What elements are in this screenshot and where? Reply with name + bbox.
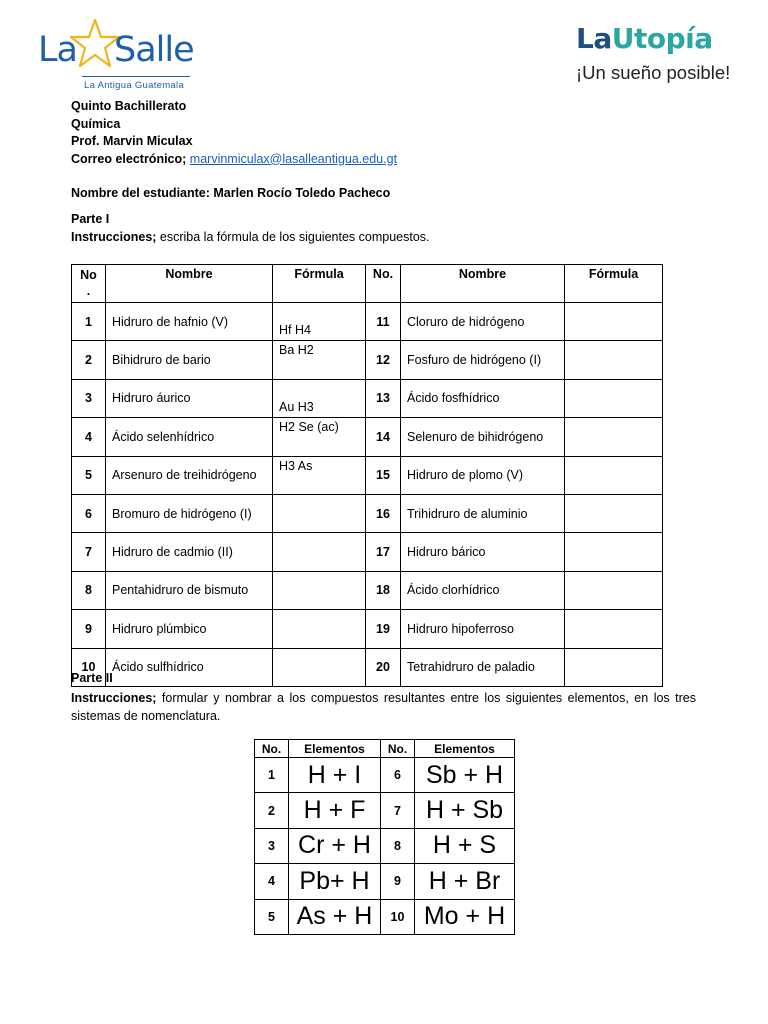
- table-row: [255, 864, 515, 899]
- row-number: 15: [366, 456, 401, 494]
- compound-name: Bihidruro de bario: [106, 341, 273, 379]
- row-number: 16: [366, 494, 401, 532]
- col-header-no-2: No.: [366, 265, 401, 303]
- lasalle-logo-rule: [82, 76, 190, 77]
- row-number: 1: [255, 758, 289, 793]
- element-pair: Cr + H: [289, 828, 381, 863]
- col-header-nombre-2: Nombre: [401, 265, 565, 303]
- formula-answer[interactable]: Ba H2: [273, 341, 366, 379]
- compound-name: Ácido fosfhídrico: [401, 379, 565, 417]
- row-number: 11: [366, 303, 401, 341]
- compound-name: Trihidruro de aluminio: [401, 494, 565, 532]
- formula-answer[interactable]: [565, 303, 663, 341]
- la-utopia-utopia: Utopía: [611, 22, 713, 55]
- compound-name: Pentahidruro de bismuto: [106, 571, 273, 609]
- element-pair: H + Br: [415, 864, 515, 899]
- compound-name: Hidruro bárico: [401, 533, 565, 571]
- col-header-elementos-2: Elementos: [415, 740, 515, 758]
- lasalle-logo-la: La: [38, 30, 77, 70]
- col-header-formula: Fórmula: [273, 265, 366, 303]
- formula-table: [71, 264, 663, 687]
- row-number: 3: [72, 379, 106, 417]
- compound-name: Ácido sulfhídrico: [106, 648, 273, 686]
- element-pair: As + H: [289, 899, 381, 934]
- formula-answer[interactable]: [565, 456, 663, 494]
- compound-name: Ácido clorhídrico: [401, 571, 565, 609]
- element-pair: H + S: [415, 828, 515, 863]
- row-number: 3: [255, 828, 289, 863]
- formula-answer[interactable]: [565, 418, 663, 456]
- formula-answer[interactable]: [565, 379, 663, 417]
- part2-instr-text: formular y nombrar a los compuestos resultantes entre los siguientes elementos, en los tres sistemas de nomenclatura.: [71, 691, 696, 723]
- compound-name: Hidruro de cadmio (II): [106, 533, 273, 571]
- table-row: [72, 494, 663, 532]
- part2-instr-label: Instrucciones;: [71, 691, 157, 705]
- formula-answer[interactable]: [273, 648, 366, 686]
- table-row: [255, 828, 515, 863]
- compound-name: Hidruro de plomo (V): [401, 456, 565, 494]
- col-header-elementos: Elementos: [289, 740, 381, 758]
- formula-answer[interactable]: [273, 494, 366, 532]
- row-number: 8: [381, 828, 415, 863]
- compound-name: Fosfuro de hidrógeno (I): [401, 341, 565, 379]
- row-number: 10: [381, 899, 415, 934]
- row-number: 13: [366, 379, 401, 417]
- col-header-no-2: No.: [381, 740, 415, 758]
- row-number: 5: [255, 899, 289, 934]
- col-header-nombre: Nombre: [106, 265, 273, 303]
- compound-name: Hidruro hipoferroso: [401, 610, 565, 648]
- star-icon: [70, 18, 120, 68]
- elements-table: [254, 739, 515, 935]
- subject-line: Química: [71, 116, 121, 131]
- lasalle-logo: [36, 18, 196, 94]
- compound-name: Tetrahidruro de paladio: [401, 648, 565, 686]
- table-header-row: [255, 740, 515, 758]
- element-pair: H + I: [289, 758, 381, 793]
- table-row: [72, 303, 663, 341]
- row-number: 1: [72, 303, 106, 341]
- element-pair: Sb + H: [415, 758, 515, 793]
- email-link[interactable]: marvinmiculax@lasalleantigua.edu.gt: [189, 151, 398, 166]
- student-name-line: Nombre del estudiante: Marlen Rocío Toledo Pacheco: [71, 186, 391, 200]
- formula-answer[interactable]: [565, 610, 663, 648]
- formula-answer[interactable]: Au H3: [273, 379, 366, 417]
- la-utopia-la: La: [576, 22, 612, 55]
- table-row: [72, 379, 663, 417]
- row-number: 9: [381, 864, 415, 899]
- formula-answer[interactable]: [565, 648, 663, 686]
- formula-answer[interactable]: [565, 533, 663, 571]
- col-header-no-text: No: [80, 268, 97, 282]
- la-utopia-wordmark: [576, 22, 713, 55]
- formula-answer[interactable]: [273, 571, 366, 609]
- grade-line: Quinto Bachillerato: [71, 99, 187, 113]
- element-pair: Pb+ H: [289, 864, 381, 899]
- row-number: 4: [72, 418, 106, 456]
- teacher-line: Prof. Marvin Miculax: [71, 134, 193, 148]
- part1-instructions: [71, 230, 430, 244]
- email-line: [71, 151, 397, 169]
- table-row: [255, 793, 515, 828]
- row-number: 10: [72, 648, 106, 686]
- table-row: [72, 533, 663, 571]
- table-row: [72, 341, 663, 379]
- row-number: 4: [255, 864, 289, 899]
- compound-name: Hidruro plúmbico: [106, 610, 273, 648]
- table-row: [255, 758, 515, 793]
- row-number: 20: [366, 648, 401, 686]
- part1-instr-text: escriba la fórmula de los siguientes compuestos.: [156, 230, 430, 244]
- row-number: 5: [72, 456, 106, 494]
- email-label: Correo electrónico;: [71, 151, 187, 166]
- row-number: 17: [366, 533, 401, 571]
- element-pair: H + F: [289, 793, 381, 828]
- lasalle-logo-salle: Salle: [114, 30, 194, 70]
- formula-answer[interactable]: H3 As: [273, 456, 366, 494]
- compound-name: Arsenuro de treihidrógeno: [106, 456, 273, 494]
- table-header-row: [72, 265, 663, 303]
- col-header-no: [72, 265, 106, 303]
- row-number: 9: [72, 610, 106, 648]
- row-number: 7: [72, 533, 106, 571]
- row-number: 2: [255, 793, 289, 828]
- table-row: [72, 418, 663, 456]
- row-number: 14: [366, 418, 401, 456]
- lasalle-logo-subtitle: La Antigua Guatemala: [84, 80, 185, 91]
- compound-name: Cloruro de hidrógeno: [401, 303, 565, 341]
- part1-instr-label: Instrucciones;: [71, 230, 157, 244]
- part2-instructions: [71, 689, 696, 725]
- formula-answer[interactable]: [273, 610, 366, 648]
- compound-name: Hidruro áurico: [106, 379, 273, 417]
- compound-name: Bromuro de hidrógeno (I): [106, 494, 273, 532]
- element-pair: Mo + H: [415, 899, 515, 934]
- row-number: 8: [72, 571, 106, 609]
- formula-answer[interactable]: H2 Se (ac): [273, 418, 366, 456]
- table-row: [72, 648, 663, 686]
- element-pair: H + Sb: [415, 793, 515, 828]
- compound-name: Selenuro de bihidrógeno: [401, 418, 565, 456]
- part2-title: Parte II: [71, 671, 113, 685]
- table-row: [72, 571, 663, 609]
- table-row: [255, 899, 515, 934]
- row-number: 6: [72, 494, 106, 532]
- row-number: 12: [366, 341, 401, 379]
- la-utopia-slogan: ¡Un sueño posible!: [576, 62, 731, 83]
- document-header: [71, 98, 397, 168]
- row-number: 2: [72, 341, 106, 379]
- row-number: 19: [366, 610, 401, 648]
- row-number: 6: [381, 758, 415, 793]
- table-row: [72, 456, 663, 494]
- col-header-no-dot: .: [86, 284, 91, 298]
- row-number: 7: [381, 793, 415, 828]
- col-header-no: No.: [255, 740, 289, 758]
- compound-name: Hidruro de hafnio (V): [106, 303, 273, 341]
- compound-name: Ácido selenhídrico: [106, 418, 273, 456]
- formula-answer[interactable]: [565, 494, 663, 532]
- table-row: [72, 610, 663, 648]
- formula-answer[interactable]: Hf H4: [273, 303, 366, 341]
- formula-answer[interactable]: [565, 341, 663, 379]
- formula-answer[interactable]: [565, 571, 663, 609]
- row-number: 18: [366, 571, 401, 609]
- part1-title: Parte I: [71, 212, 110, 226]
- la-utopia-logo: [574, 22, 744, 92]
- formula-answer[interactable]: [273, 533, 366, 571]
- col-header-formula-2: Fórmula: [565, 265, 663, 303]
